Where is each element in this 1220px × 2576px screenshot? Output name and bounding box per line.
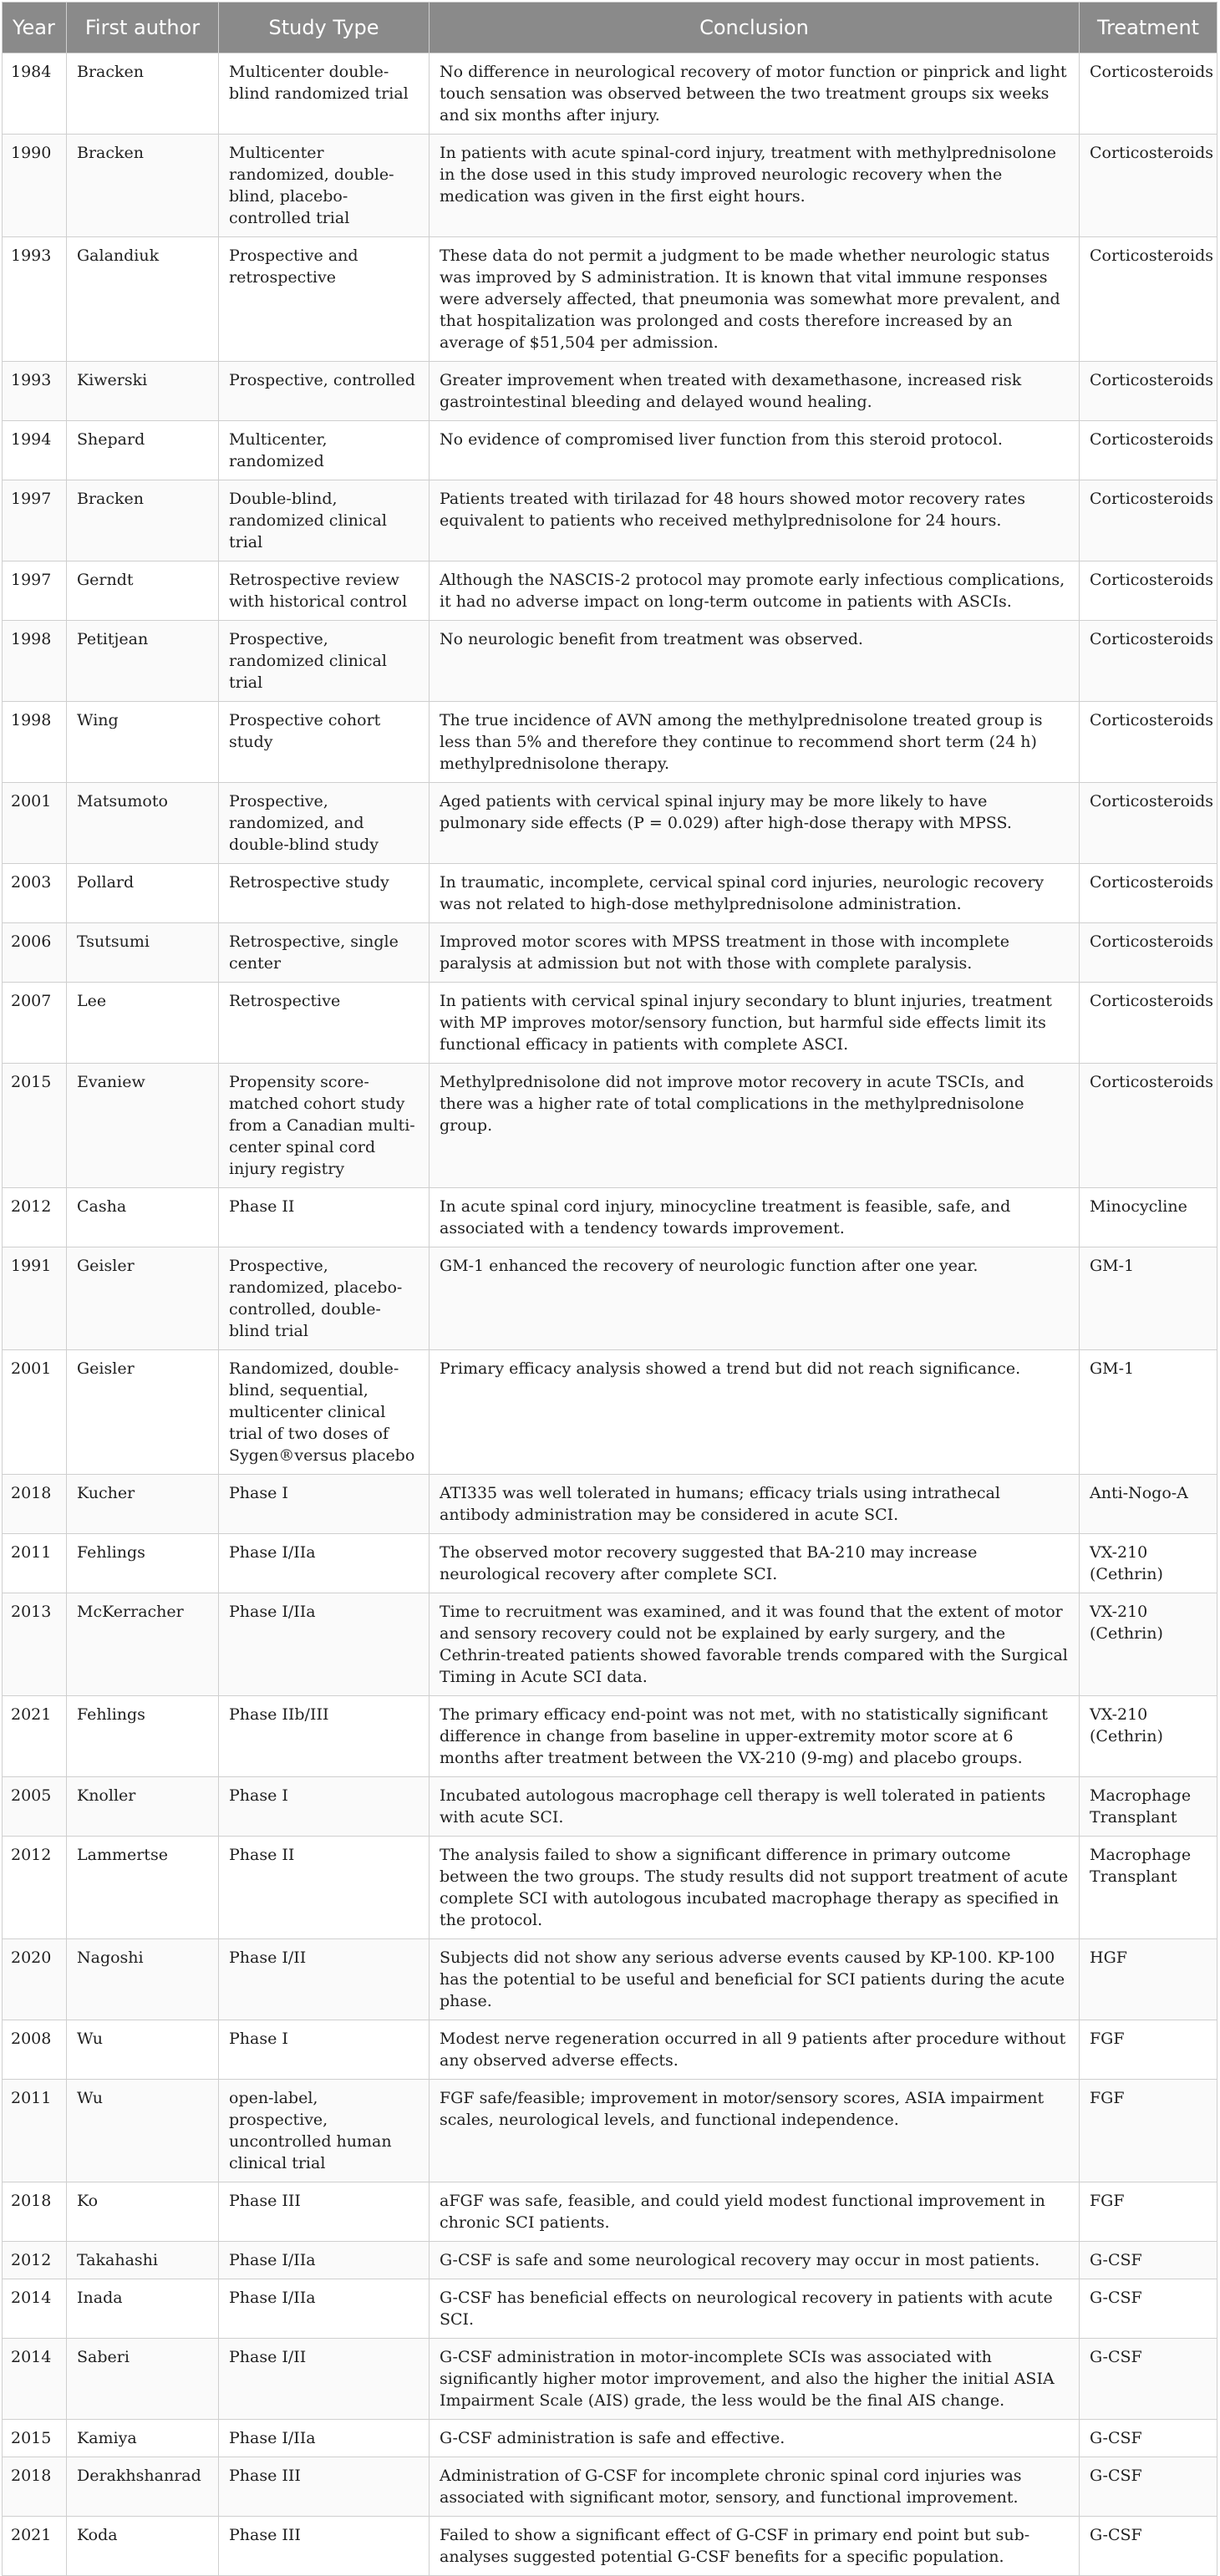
- cell-study-type: Phase I/IIa: [219, 2242, 430, 2279]
- table-row: [3, 1534, 1217, 1593]
- table-row: [3, 1777, 1217, 1837]
- cell-conclusion: Incubated autologous macrophage cell therapy is well tolerated in patients with acute SCI.: [430, 1777, 1080, 1837]
- table-row: [3, 1593, 1217, 1696]
- table-row: [3, 362, 1217, 421]
- table-row: [3, 237, 1217, 362]
- cell-conclusion: In acute spinal cord injury, minocycline treatment is feasible, safe, and associated with a tendency towards improvement.: [430, 1188, 1080, 1247]
- cell-year: 2011: [3, 1534, 67, 1593]
- table-row: [3, 864, 1217, 923]
- cell-first-author: Saberi: [67, 2339, 219, 2420]
- table-row: [3, 2517, 1217, 2576]
- cell-conclusion: Primary efficacy analysis showed a trend but did not reach significance.: [430, 1350, 1080, 1475]
- cell-first-author: Lee: [67, 983, 219, 1064]
- table-header: [3, 3, 1217, 53]
- cell-study-type: Phase III: [219, 2457, 430, 2517]
- cell-first-author: Lammertse: [67, 1837, 219, 1939]
- cell-study-type: Randomized, double-blind, sequential, multicenter clinical trial of two doses of Sygen®versus placebo: [219, 1350, 430, 1475]
- cell-conclusion: Aged patients with cervical spinal injury may be more likely to have pulmonary side effects (P = 0.029) after high-dose therapy with MPSS.: [430, 783, 1080, 864]
- cell-treatment: VX-210 (Cethrin): [1080, 1593, 1217, 1696]
- cell-conclusion: The primary efficacy end-point was not met, with no statistically significant difference in change from baseline in upper-extremity motor score at 6 months after treatment between the VX-210 (9-mg) and placebo groups.: [430, 1696, 1080, 1777]
- cell-study-type: Phase III: [219, 2182, 430, 2242]
- cell-year: 2012: [3, 1188, 67, 1247]
- cell-first-author: Petitjean: [67, 621, 219, 702]
- cell-treatment: Minocycline: [1080, 1188, 1217, 1247]
- table-row: [3, 480, 1217, 561]
- table-row: [3, 1475, 1217, 1534]
- cell-conclusion: Failed to show a significant effect of G-CSF in primary end point but sub-analyses suggested potential G-CSF benefits for a specific population.: [430, 2517, 1080, 2576]
- cell-conclusion: Subjects did not show any serious adverse events caused by KP-100. KP-100 has the potential to be useful and beneficial for SCI patients during the acute phase.: [430, 1939, 1080, 2020]
- cell-conclusion: No neurologic benefit from treatment was observed.: [430, 621, 1080, 702]
- cell-treatment: G-CSF: [1080, 2517, 1217, 2576]
- cell-study-type: Multicenter, randomized: [219, 421, 430, 480]
- cell-treatment: Corticosteroids: [1080, 561, 1217, 621]
- cell-study-type: Prospective, controlled: [219, 362, 430, 421]
- cell-conclusion: In traumatic, incomplete, cervical spinal cord injuries, neurologic recovery was not related to high-dose methylprednisolone administration.: [430, 864, 1080, 923]
- cell-first-author: Casha: [67, 1188, 219, 1247]
- cell-conclusion: These data do not permit a judgment to be made whether neurologic status was improved by S administration. It is known that vital immune responses were adversely affected, that pneumonia was somewhat more prevalent, and that hospitalization was prolonged and costs therefore increased by an average of $51,504 per admission.: [430, 237, 1080, 362]
- cell-conclusion: Methylprednisolone did not improve motor recovery in acute TSCIs, and there was a higher rate of total complications in the methylprednisolone group.: [430, 1064, 1080, 1188]
- cell-study-type: Propensity score-matched cohort study from a Canadian multi-center spinal cord injury registry: [219, 1064, 430, 1188]
- table-row: [3, 983, 1217, 1064]
- cell-first-author: Derakhshanrad: [67, 2457, 219, 2517]
- cell-year: 2018: [3, 1475, 67, 1534]
- cell-study-type: Phase IIb/III: [219, 1696, 430, 1777]
- cell-conclusion: FGF safe/feasible; improvement in motor/sensory scores, ASIA impairment scales, neurological levels, and functional independence.: [430, 2080, 1080, 2182]
- cell-treatment: G-CSF: [1080, 2242, 1217, 2279]
- table-row: [3, 421, 1217, 480]
- table-row: [3, 2420, 1217, 2457]
- cell-treatment: Corticosteroids: [1080, 864, 1217, 923]
- cell-first-author: Wing: [67, 702, 219, 783]
- table-row: [3, 2182, 1217, 2242]
- cell-conclusion: In patients with acute spinal-cord injury, treatment with methylprednisolone in the dose used in this study improved neurologic recovery when the medication was given in the first eight hours.: [430, 135, 1080, 237]
- cell-year: 2005: [3, 1777, 67, 1837]
- cell-year: 2001: [3, 1350, 67, 1475]
- cell-conclusion: No difference in neurological recovery of motor function or pinprick and light touch sensation was observed between the two treatment groups six weeks and six months after injury.: [430, 53, 1080, 135]
- cell-study-type: Phase I/IIa: [219, 2279, 430, 2339]
- cell-treatment: Corticosteroids: [1080, 135, 1217, 237]
- table-row: [3, 621, 1217, 702]
- cell-study-type: Multicenter double-blind randomized trial: [219, 53, 430, 135]
- cell-study-type: Phase II: [219, 1837, 430, 1939]
- cell-conclusion: No evidence of compromised liver function from this steroid protocol.: [430, 421, 1080, 480]
- cell-first-author: Galandiuk: [67, 237, 219, 362]
- header-row: [3, 3, 1217, 53]
- cell-treatment: Corticosteroids: [1080, 480, 1217, 561]
- cell-study-type: Phase I: [219, 2020, 430, 2080]
- cell-conclusion: G-CSF administration is safe and effective.: [430, 2420, 1080, 2457]
- cell-year: 2021: [3, 1696, 67, 1777]
- cell-study-type: Phase I: [219, 1475, 430, 1534]
- cell-treatment: Corticosteroids: [1080, 783, 1217, 864]
- cell-conclusion: Administration of G-CSF for incomplete chronic spinal cord injuries was associated with significant motor, sensory, and functional improvement.: [430, 2457, 1080, 2517]
- cell-year: 2012: [3, 2242, 67, 2279]
- table-row: [3, 1939, 1217, 2020]
- cell-first-author: Gerndt: [67, 561, 219, 621]
- cell-first-author: Geisler: [67, 1350, 219, 1475]
- cell-conclusion: Greater improvement when treated with dexamethasone, increased risk gastrointestinal bleeding and delayed wound healing.: [430, 362, 1080, 421]
- cell-year: 1991: [3, 1247, 67, 1350]
- studies-table: [2, 2, 1217, 2576]
- cell-first-author: Geisler: [67, 1247, 219, 1350]
- table-body: [3, 53, 1217, 2576]
- cell-year: 1984: [3, 53, 67, 135]
- cell-first-author: Bracken: [67, 480, 219, 561]
- cell-study-type: Phase I/IIa: [219, 2420, 430, 2457]
- cell-study-type: Retrospective study: [219, 864, 430, 923]
- header-year: Year: [3, 3, 67, 53]
- cell-first-author: Matsumoto: [67, 783, 219, 864]
- cell-first-author: Evaniew: [67, 1064, 219, 1188]
- cell-first-author: Wu: [67, 2020, 219, 2080]
- cell-treatment: FGF: [1080, 2182, 1217, 2242]
- table-row: [3, 2020, 1217, 2080]
- cell-treatment: Corticosteroids: [1080, 923, 1217, 983]
- cell-year: 2012: [3, 1837, 67, 1939]
- cell-study-type: Phase I: [219, 1777, 430, 1837]
- cell-study-type: Phase III: [219, 2517, 430, 2576]
- cell-study-type: Phase I/II: [219, 2339, 430, 2420]
- cell-study-type: Retrospective, single center: [219, 923, 430, 983]
- cell-treatment: Corticosteroids: [1080, 53, 1217, 135]
- cell-treatment: VX-210 (Cethrin): [1080, 1696, 1217, 1777]
- cell-conclusion: GM-1 enhanced the recovery of neurologic function after one year.: [430, 1247, 1080, 1350]
- cell-first-author: Knoller: [67, 1777, 219, 1837]
- cell-year: 2013: [3, 1593, 67, 1696]
- cell-year: 2018: [3, 2182, 67, 2242]
- header-first-author: First author: [67, 3, 219, 53]
- cell-year: 1990: [3, 135, 67, 237]
- cell-conclusion: Improved motor scores with MPSS treatment in those with incomplete paralysis at admission but not with those with complete paralysis.: [430, 923, 1080, 983]
- cell-study-type: Double-blind, randomized clinical trial: [219, 480, 430, 561]
- cell-first-author: Nagoshi: [67, 1939, 219, 2020]
- table-row: [3, 2339, 1217, 2420]
- cell-treatment: Corticosteroids: [1080, 237, 1217, 362]
- table-row: [3, 923, 1217, 983]
- cell-first-author: Kamiya: [67, 2420, 219, 2457]
- table-row: [3, 53, 1217, 135]
- cell-first-author: Fehlings: [67, 1696, 219, 1777]
- cell-study-type: Phase I/IIa: [219, 1534, 430, 1593]
- cell-year: 2014: [3, 2279, 67, 2339]
- table-row: [3, 1064, 1217, 1188]
- cell-year: 2015: [3, 2420, 67, 2457]
- table-row: [3, 2279, 1217, 2339]
- cell-year: 2020: [3, 1939, 67, 2020]
- cell-study-type: Multicenter randomized, double-blind, placebo-controlled trial: [219, 135, 430, 237]
- table-row: [3, 2457, 1217, 2517]
- cell-year: 2006: [3, 923, 67, 983]
- cell-year: 1993: [3, 237, 67, 362]
- cell-study-type: Prospective, randomized clinical trial: [219, 621, 430, 702]
- header-conclusion: Conclusion: [430, 3, 1080, 53]
- cell-treatment: GM-1: [1080, 1247, 1217, 1350]
- cell-conclusion: Modest nerve regeneration occurred in all 9 patients after procedure without any observed adverse effects.: [430, 2020, 1080, 2080]
- cell-conclusion: Patients treated with tirilazad for 48 hours showed motor recovery rates equivalent to patients who received methylprednisolone for 24 hours.: [430, 480, 1080, 561]
- cell-conclusion: Time to recruitment was examined, and it was found that the extent of motor and sensory recovery could not be explained by early surgery, and the Cethrin-treated patients showed favorable trends compared with the Surgical Timing in Acute SCI data.: [430, 1593, 1080, 1696]
- table-row: [3, 135, 1217, 237]
- cell-first-author: Wu: [67, 2080, 219, 2182]
- cell-year: 1997: [3, 480, 67, 561]
- cell-first-author: Pollard: [67, 864, 219, 923]
- cell-treatment: Macrophage Transplant: [1080, 1837, 1217, 1939]
- cell-year: 2014: [3, 2339, 67, 2420]
- cell-first-author: Inada: [67, 2279, 219, 2339]
- cell-first-author: Shepard: [67, 421, 219, 480]
- cell-year: 2001: [3, 783, 67, 864]
- cell-treatment: Corticosteroids: [1080, 421, 1217, 480]
- table-row: [3, 1247, 1217, 1350]
- table-row: [3, 783, 1217, 864]
- table-row: [3, 1837, 1217, 1939]
- cell-conclusion: In patients with cervical spinal injury secondary to blunt injuries, treatment with MP improves motor/sensory function, but harmful side effects limit its functional efficacy in patients with complete ASCI.: [430, 983, 1080, 1064]
- cell-first-author: McKerracher: [67, 1593, 219, 1696]
- cell-year: 1998: [3, 621, 67, 702]
- cell-treatment: Corticosteroids: [1080, 621, 1217, 702]
- cell-year: 1998: [3, 702, 67, 783]
- cell-year: 2007: [3, 983, 67, 1064]
- cell-conclusion: The true incidence of AVN among the methylprednisolone treated group is less than 5% and therefore they continue to recommend short term (24 h) methylprednisolone therapy.: [430, 702, 1080, 783]
- cell-treatment: Corticosteroids: [1080, 1064, 1217, 1188]
- cell-study-type: Phase II: [219, 1188, 430, 1247]
- cell-study-type: open-label, prospective, uncontrolled human clinical trial: [219, 2080, 430, 2182]
- table-row: [3, 561, 1217, 621]
- cell-treatment: G-CSF: [1080, 2279, 1217, 2339]
- cell-treatment: Macrophage Transplant: [1080, 1777, 1217, 1837]
- cell-year: 2011: [3, 2080, 67, 2182]
- header-treatment: Treatment: [1080, 3, 1217, 53]
- header-study-type: Study Type: [219, 3, 430, 53]
- cell-conclusion: ATI335 was well tolerated in humans; efficacy trials using intrathecal antibody administration may be considered in acute SCI.: [430, 1475, 1080, 1534]
- cell-study-type: Retrospective review with historical control: [219, 561, 430, 621]
- table-row: [3, 702, 1217, 783]
- cell-year: 1994: [3, 421, 67, 480]
- cell-treatment: Corticosteroids: [1080, 702, 1217, 783]
- cell-study-type: Prospective, randomized, and double-blind study: [219, 783, 430, 864]
- cell-treatment: G-CSF: [1080, 2420, 1217, 2457]
- cell-conclusion: The observed motor recovery suggested that BA-210 may increase neurological recovery after complete SCI.: [430, 1534, 1080, 1593]
- cell-year: 2021: [3, 2517, 67, 2576]
- cell-treatment: GM-1: [1080, 1350, 1217, 1475]
- cell-study-type: Prospective, randomized, placebo-controlled, double-blind trial: [219, 1247, 430, 1350]
- cell-first-author: Koda: [67, 2517, 219, 2576]
- cell-first-author: Kucher: [67, 1475, 219, 1534]
- cell-first-author: Takahashi: [67, 2242, 219, 2279]
- cell-first-author: Ko: [67, 2182, 219, 2242]
- table-row: [3, 1696, 1217, 1777]
- table-row: [3, 1188, 1217, 1247]
- cell-study-type: Retrospective: [219, 983, 430, 1064]
- cell-treatment: Anti-Nogo-A: [1080, 1475, 1217, 1534]
- cell-study-type: Prospective cohort study: [219, 702, 430, 783]
- cell-year: 2015: [3, 1064, 67, 1188]
- table-row: [3, 2080, 1217, 2182]
- cell-treatment: Corticosteroids: [1080, 983, 1217, 1064]
- cell-conclusion: The analysis failed to show a significant difference in primary outcome between the two groups. The study results did not support treatment of acute complete SCI with autologous incubated macrophage therapy as specified in the protocol.: [430, 1837, 1080, 1939]
- cell-first-author: Kiwerski: [67, 362, 219, 421]
- cell-conclusion: aFGF was safe, feasible, and could yield modest functional improvement in chronic SCI patients.: [430, 2182, 1080, 2242]
- cell-study-type: Prospective and retrospective: [219, 237, 430, 362]
- cell-study-type: Phase I/II: [219, 1939, 430, 2020]
- cell-first-author: Bracken: [67, 135, 219, 237]
- cell-treatment: G-CSF: [1080, 2339, 1217, 2420]
- cell-year: 2003: [3, 864, 67, 923]
- cell-treatment: VX-210 (Cethrin): [1080, 1534, 1217, 1593]
- cell-year: 1997: [3, 561, 67, 621]
- cell-conclusion: G-CSF is safe and some neurological recovery may occur in most patients.: [430, 2242, 1080, 2279]
- cell-treatment: FGF: [1080, 2020, 1217, 2080]
- cell-conclusion: G-CSF has beneficial effects on neurological recovery in patients with acute SCI.: [430, 2279, 1080, 2339]
- cell-year: 1993: [3, 362, 67, 421]
- cell-conclusion: Although the NASCIS-2 protocol may promote early infectious complications, it had no adverse impact on long-term outcome in patients with ASCIs.: [430, 561, 1080, 621]
- cell-treatment: Corticosteroids: [1080, 362, 1217, 421]
- cell-treatment: FGF: [1080, 2080, 1217, 2182]
- cell-first-author: Fehlings: [67, 1534, 219, 1593]
- cell-first-author: Bracken: [67, 53, 219, 135]
- cell-treatment: G-CSF: [1080, 2457, 1217, 2517]
- table-row: [3, 2242, 1217, 2279]
- cell-treatment: HGF: [1080, 1939, 1217, 2020]
- page: [0, 2, 1220, 2566]
- table-row: [3, 1350, 1217, 1475]
- cell-year: 2018: [3, 2457, 67, 2517]
- cell-conclusion: G-CSF administration in motor-incomplete SCIs was associated with significantly higher motor improvement, and also the higher the initial ASIA Impairment Scale (AIS) grade, the less would be the final AIS change.: [430, 2339, 1080, 2420]
- cell-first-author: Tsutsumi: [67, 923, 219, 983]
- cell-study-type: Phase I/IIa: [219, 1593, 430, 1696]
- cell-year: 2008: [3, 2020, 67, 2080]
